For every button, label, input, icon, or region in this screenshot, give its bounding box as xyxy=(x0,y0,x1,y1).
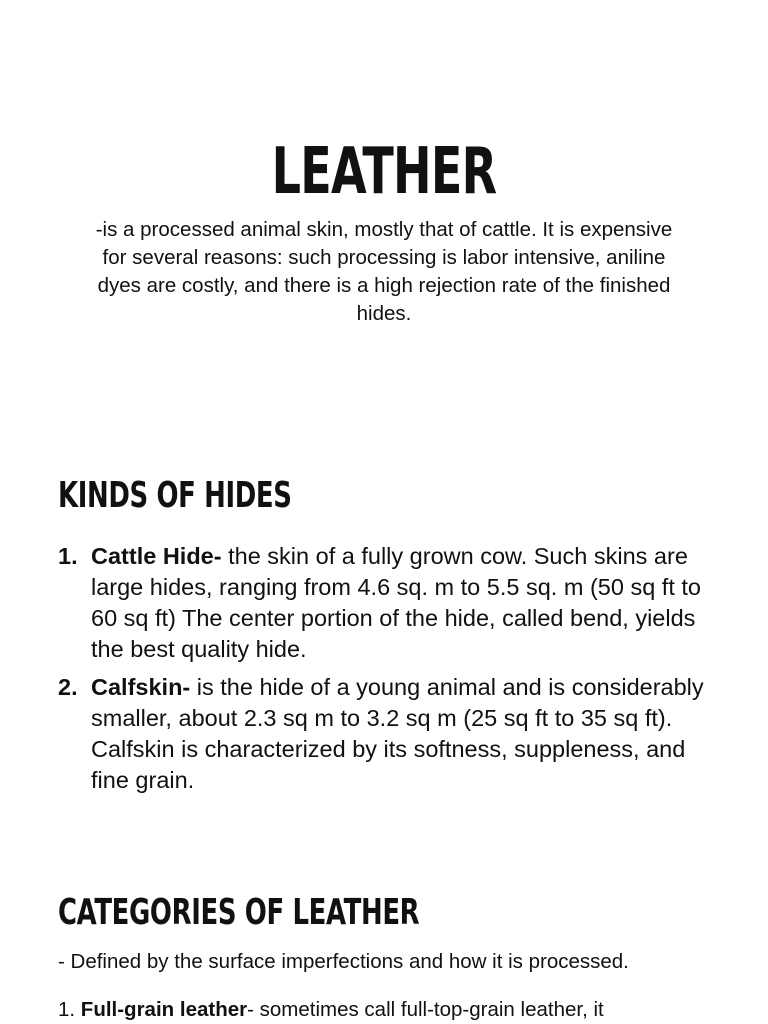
kinds-of-hides-heading: KINDS OF HIDES xyxy=(58,475,292,516)
list-item-text: the skin of a fully grown cow. Such skins are large hides, ranging from 4.6 sq. m to 5.5 sq. m (50 sq ft to 60 sq ft) The center portion of the hide, called bend, yields the best quality hide. xyxy=(91,543,701,662)
list-item-number: 2. xyxy=(58,674,78,700)
categories-description: - Defined by the surface imperfections and how it is processed. xyxy=(58,950,629,973)
list-item xyxy=(58,996,604,1024)
categories-of-leather-heading: CATEGORIES OF LEATHER xyxy=(58,892,420,933)
list-item-term: Full-grain leather xyxy=(80,998,248,1021)
list-item-number: 1. xyxy=(58,543,78,569)
list-item xyxy=(58,672,718,796)
list-item-text: - sometimes call full-top-grain leather, it xyxy=(247,998,604,1021)
list-item-term: Calfskin- xyxy=(91,674,191,700)
list-item-term: Cattle Hide- xyxy=(91,543,222,569)
list-item-text: is the hide of a young animal and is considerably smaller, about 2.3 sq m to 3.2 sq m (25 sq ft to 35 sq ft). Calfskin is characterized by its softness, suppleness, and fine grain. xyxy=(91,674,704,793)
list-item-number: 1. xyxy=(58,998,81,1021)
hides-list xyxy=(58,541,718,803)
page-title: LEATHER xyxy=(271,135,497,209)
intro-paragraph: -is a processed animal skin, mostly that of cattle. It is expensive for several reasons: such processing is labor intensive, aniline dyes are costly, and there is a high rejection rate of the finished hides. xyxy=(95,218,673,325)
list-item xyxy=(58,541,718,665)
